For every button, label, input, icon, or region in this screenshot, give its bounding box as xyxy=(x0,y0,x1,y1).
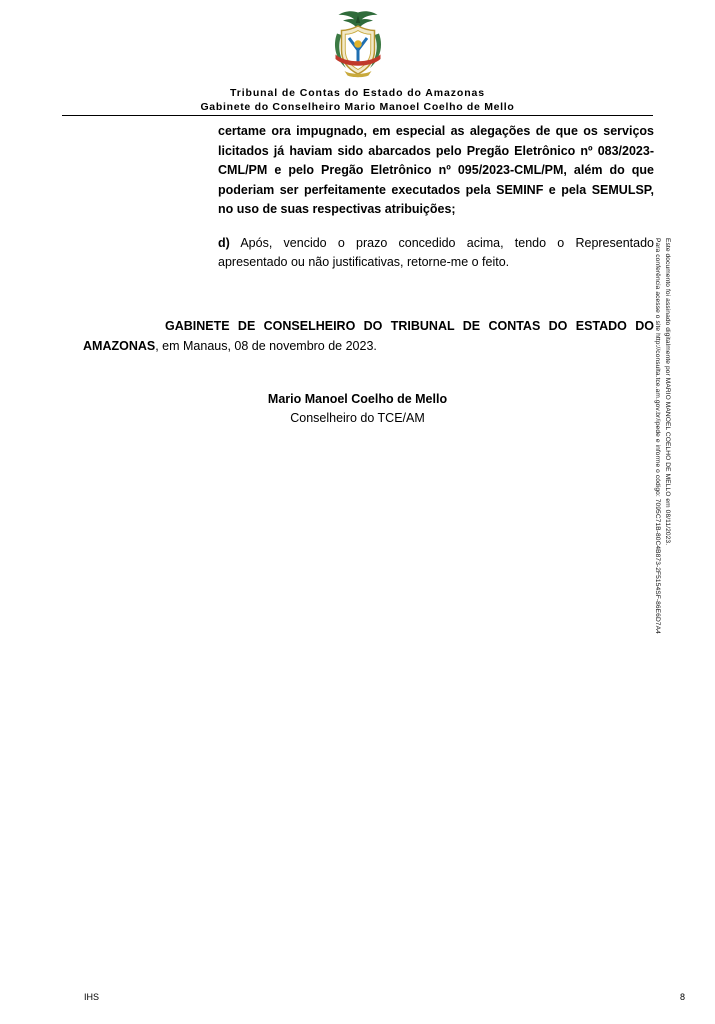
item-d-text: Após, vencido o prazo concedido acima, tendo o Representado apresentado ou não justificativas, retorne-me o feito. xyxy=(218,235,654,269)
footer-initials: IHS xyxy=(84,992,100,1002)
signature-name: Mario Manoel Coelho de Mello xyxy=(267,392,448,406)
closing-bold-text: GABINETE DE CONSELHEIRO DO TRIBUNAL DE CONTAS DO ESTADO DO AMAZONAS xyxy=(83,319,654,353)
paragraph-continuation: certame ora impugnado, em especial as alegações de que os serviços licitados já haviam sido abarcados pelo Pregão Eletrônico nº 083/2023-CML/PM e pelo Pregão Eletrônico nº 095/2023-CML/PM, além do que poderiam ser perfeitamente executados pela SEMINF e pela SEMULSP, no uso de suas respectivas atribuições; xyxy=(218,124,654,216)
document-body xyxy=(218,122,654,273)
closing-plain-text: , em Manaus, 08 de novembro de 2023. xyxy=(155,339,377,353)
coat-of-arms-icon xyxy=(320,8,396,80)
signature-block xyxy=(0,390,715,428)
signature-role: Conselheiro do TCE/AM xyxy=(290,411,425,425)
stamp-line-signed-by: Este documento foi assinado digitalmente por MARIO MANOEL COELHO DE MELLO em 08/11/2023. xyxy=(664,238,671,546)
header-divider xyxy=(62,115,653,116)
header-office: Gabinete do Conselheiro Mario Manoel Coelho de Mello xyxy=(200,101,515,113)
item-d-label: d) xyxy=(218,235,230,250)
paragraph-item-d xyxy=(218,234,654,273)
document-header xyxy=(0,86,715,114)
stamp-line-verification: Para conferência acesse o site http://consulta.tce.am.gov.br/ipede e informe o código: 7095C71B-80C4B873-2F5154SF-86E6D7A4 xyxy=(654,238,662,634)
closing-paragraph xyxy=(83,316,654,356)
digital-signature-stamp xyxy=(653,238,672,758)
emblem-container xyxy=(0,8,715,80)
header-institution: Tribunal de Contas do Estado do Amazonas xyxy=(230,87,485,99)
footer-page-number: 8 xyxy=(679,992,685,1002)
